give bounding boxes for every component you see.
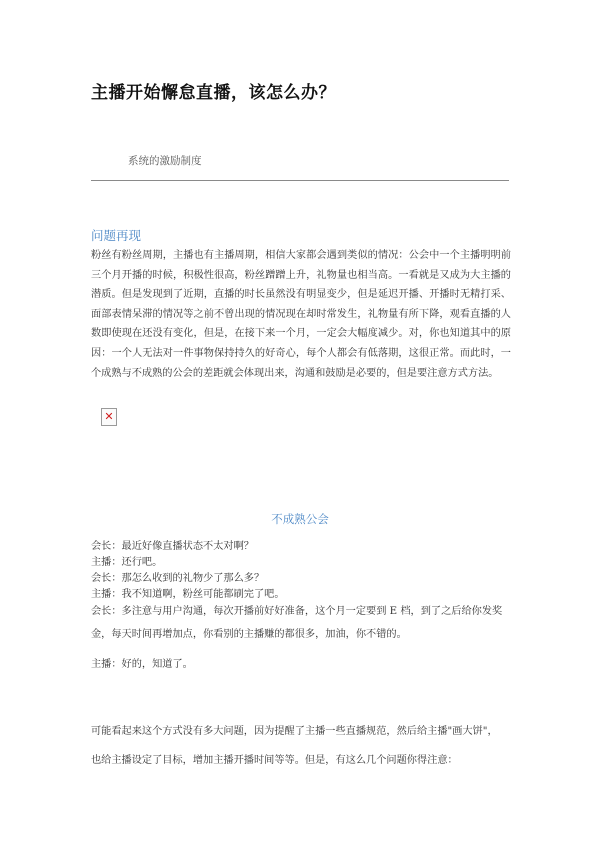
dialog-line: 会长：最近好像直播状态不太对啊？: [91, 541, 254, 552]
section-heading: 问题再现: [91, 228, 142, 243]
dialog-line: 会长：那怎么收到的礼物少了那么多？: [91, 573, 265, 584]
broken-image-icon: ✕: [101, 408, 117, 426]
dialog-line: 主播：好的，知道了。: [91, 659, 193, 670]
dialog-line: 会长：多注意与用户沟通，每次开播前好好准备，这个月一定要到 E 档，到了之后给你发奖金，每天时间再增加点，你看别的主播赚的都很多，加油，你不错的。: [91, 606, 503, 640]
closing-line: 可能看起来这个方式没有多大问题，因为提醒了主播一些直播规范，然后给主播"画大饼"，: [91, 726, 498, 737]
closing-line: 也给主播设定了目标，增加主播开播时间等等。但是，有这么几个问题你得注意：: [91, 755, 458, 766]
divider: [91, 180, 509, 181]
dialog-title: 不成熟公会: [271, 512, 329, 526]
dialog-line: 主播：我不知道啊，粉丝可能都刷完了吧。: [91, 589, 285, 600]
problem-paragraph: 粉丝有粉丝周期，主播也有主播周期，相信大家都会遇到类似的情况：公会中一个主播明明前三个月开播的时候，积极性很高，粉丝蹭蹭上升，礼物量也相当高。一看就是又成为大主播的潜质。但是发现到了近期，直播的时长虽然没有明显变少，但是延迟开播、开播时无精打采、面部表情呆滞的情况等之前不曾出现的情况现在却时常发生，礼物量有所下降，观看直播的人数即使现在还没有变化，但是，在接下来一个月，一定会大幅度减少。对，你也知道其中的原因：一个人无法对一件事物保持持久的好奇心，每个人都会有低落期，这很正常。而此时，一个成熟与不成熟的公会的差距就会体现出来，沟通和鼓励是必要的，但是要注意方式方法。: [91, 250, 511, 379]
page-title: 主播开始懈怠直播，该怎么办？: [91, 83, 336, 103]
subtitle: 系统的激励制度: [128, 155, 202, 167]
dialog-line: 主播：还行吧。: [91, 557, 163, 568]
